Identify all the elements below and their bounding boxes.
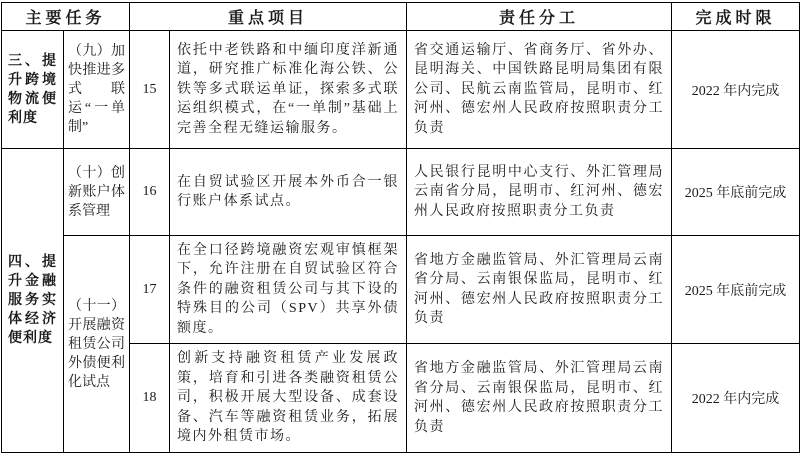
table-row-16 <box>2 149 800 236</box>
project-cell: 在全口径跨境融资宏观审慎框架下，允许注册在自贸试验区符合条件的融资租赁公司与其下设的特殊目的公司（SPV）共享外债额度。 <box>170 236 407 344</box>
deadline-cell: 2025 年底前完成 <box>672 236 800 344</box>
sub-task-cell-9: （九）加快推进多式联运“一单制” <box>64 31 130 149</box>
project-cell: 在自贸试验区开展本外币合一银行账户体系试点。 <box>170 149 407 236</box>
row-number-cell: 17 <box>130 236 170 344</box>
header-key-projects: 重点项目 <box>130 3 407 31</box>
sub-task-cell-11: （十一）开展融资租赁公司外债便利化试点 <box>64 236 130 453</box>
table-row-17 <box>2 236 800 344</box>
project-cell: 创新支持融资租赁产业发展政策，培育和引进各类融资租赁公司，积极开展大型设备、成套设备、汽车等融资租赁业务，拓展境内外租赁市场。 <box>170 344 407 453</box>
header-deadline: 完成时限 <box>672 3 800 31</box>
tasks-table <box>1 2 800 453</box>
responsibility-cell: 省地方金融监管局、外汇管理局云南省分局、云南银保监局，昆明市、红河州、德宏州人民政府按照职责分工负责 <box>407 236 672 344</box>
table-row-15 <box>2 31 800 149</box>
row-number-cell: 15 <box>130 31 170 149</box>
main-task-cell-logistics: 三、提升跨境物流便利度 <box>2 31 64 149</box>
row-number-cell: 16 <box>130 149 170 236</box>
header-main-tasks: 主要任务 <box>2 3 130 31</box>
deadline-cell: 2022 年内完成 <box>672 31 800 149</box>
main-task-cell-finance: 四、提升金融服务实体经济便利度 <box>2 149 64 453</box>
sub-task-cell-10: （十）创新账户体系管理 <box>64 149 130 236</box>
responsibility-cell: 人民银行昆明中心支行、外汇管理局云南省分局，昆明市、红河州、德宏州人民政府按照职责分工负责 <box>407 149 672 236</box>
deadline-cell: 2022 年内完成 <box>672 344 800 453</box>
header-row <box>2 3 800 31</box>
header-responsibility: 责任分工 <box>407 3 672 31</box>
deadline-cell: 2025 年底前完成 <box>672 149 800 236</box>
responsibility-cell: 省地方金融监管局、外汇管理局云南省分局、云南银保监局，昆明市、红河州、德宏州人民政府按照职责分工负责 <box>407 344 672 453</box>
project-cell: 依托中老铁路和中缅印度洋新通道，研究推广标准化海公铁、公铁等多式联运单证，探索多式联运组织模式，在“一单制”基础上完善全程无缝运输服务。 <box>170 31 407 149</box>
responsibility-cell: 省交通运输厅、省商务厅、省外办、昆明海关、中国铁路昆明局集团有限公司、民航云南监管局，昆明市、红河州、德宏州人民政府按照职责分工负责 <box>407 31 672 149</box>
row-number-cell: 18 <box>130 344 170 453</box>
